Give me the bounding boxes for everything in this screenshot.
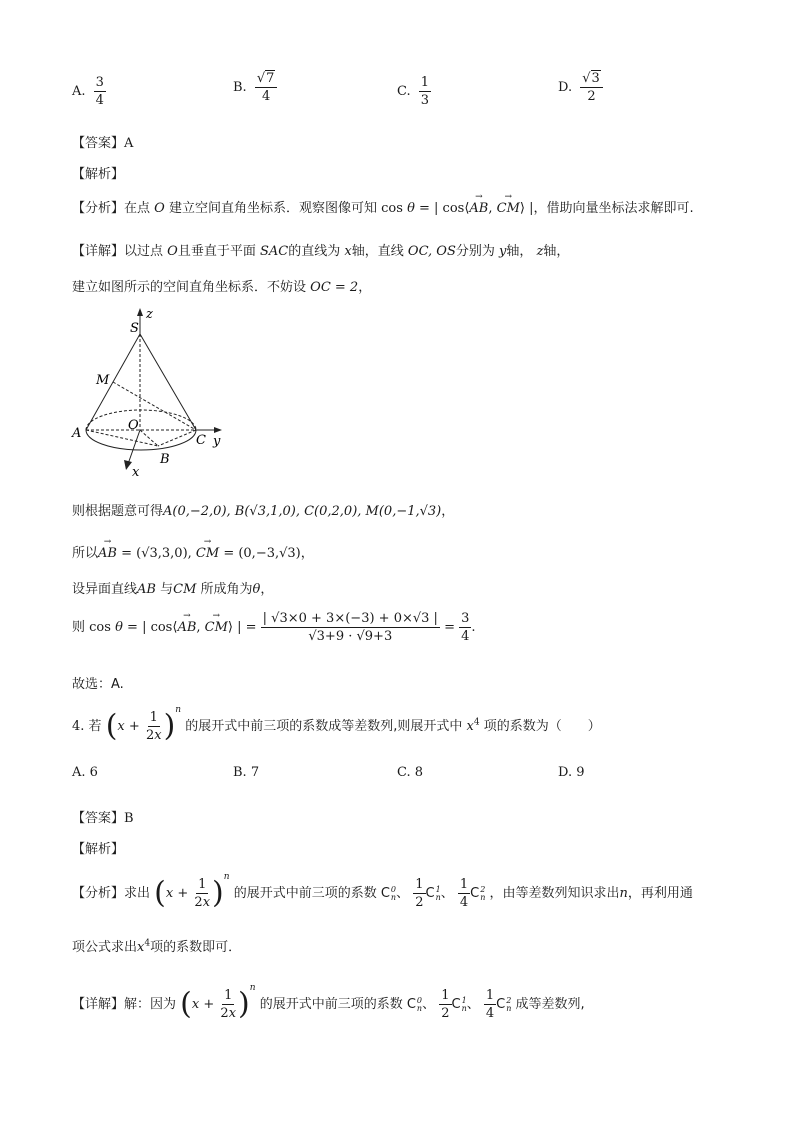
label-c: C [196, 433, 206, 448]
q4-analysis-tag: 【解析】 [72, 842, 125, 857]
q4-option-b: B. 7 [233, 765, 260, 780]
q3-angle-setup: 设异面直线AB 与CM 所成角为θ， [72, 582, 274, 597]
q3-option-b: B. $\frac{√7}{4}$ [233, 72, 277, 103]
q4-answer: 【答案】B [72, 811, 134, 826]
q4-fenxi: 【分析】求出 (x + $\frac{1}{2x}$ )$^n$ 的展开式中前三项的系数 C 0 n 、 $\frac{1}{2}$ C 1 n 、 $\frac{1}{4}$ C 2 n ，由等差数列知识求出n，再利用通 [72, 872, 693, 911]
q3-answer: 【答案】A [72, 136, 134, 151]
label-o: O [128, 418, 139, 433]
q3-option-a: A. $\frac{3}{4}$ [72, 75, 104, 108]
q3-vectors: 所以→ AB = (√3,3,0), → CM = (0,−3,√3)， [72, 542, 314, 561]
label-z: z [146, 307, 153, 322]
label-b: B [160, 452, 170, 467]
q3-xiangjie: 【详解】以过点 O且垂直于平面 SAC的直线为 x轴，直线 OC, OS分别为 y轴， z轴， [72, 244, 570, 259]
q3-coords: 则根据题意可得A(0,−2,0), B(√3,1,0), C(0,2,0), M(0,−1,√3)， [72, 504, 455, 519]
q3-calculation: 则 cos θ = | cos⟨→ AB, → CM⟩ | = $\frac{| √3\times 0 + 3\times(-3) + 0\times√3 |}{√3+9 \cdot √9+3}$ = $\frac{3}{4}$ . [72, 612, 476, 643]
q4-option-a: A. 6 [72, 765, 98, 780]
q3-option-d: D. $\frac{√3}{2}$ [558, 72, 603, 103]
q4-stem: 4. 若 (x + $\frac{1}{2x}$ )$^n$ 的展开式中前三项的系数成等差数列,则展开式中 $x^4$ 项的系数为（ ） [72, 705, 601, 744]
label-x: x [132, 465, 140, 480]
q4-option-d: D. 9 [558, 765, 585, 780]
label-y: y [213, 434, 221, 449]
cone-figure [66, 304, 236, 484]
label-m: M [96, 373, 110, 388]
q3-setup: 建立如图所示的空间直角坐标系．不妨设 OC = 2， [72, 280, 372, 295]
q4-fenxi-cont: 项公式求出$x^4$项的系数即可． [72, 938, 242, 955]
q3-analysis-tag: 【解析】 [72, 167, 125, 182]
label-s: S [130, 321, 139, 336]
q3-fenxi: 【分析】在点 O 建立空间直角坐标系．观察图像可知 cos θ = | cos⟨→ AB, → CM⟩ |，借助向量坐标法求解即可. [72, 197, 694, 216]
q3-choose: 故选：A. [72, 677, 124, 692]
q4-xiangjie: 【详解】解：因为 (x + $\frac{1}{2x}$ )$^n$ 的展开式中前三项的系数 C 0 n 、 $\frac{1}{2}$ C 1 n 、 $\frac{1}{4}$ C 2 n 成等差数列, [72, 983, 585, 1022]
q3-option-c: C. $\frac{1}{3}$ [397, 75, 430, 108]
label-a: A [72, 426, 82, 441]
q4-option-c: C. 8 [397, 765, 424, 780]
